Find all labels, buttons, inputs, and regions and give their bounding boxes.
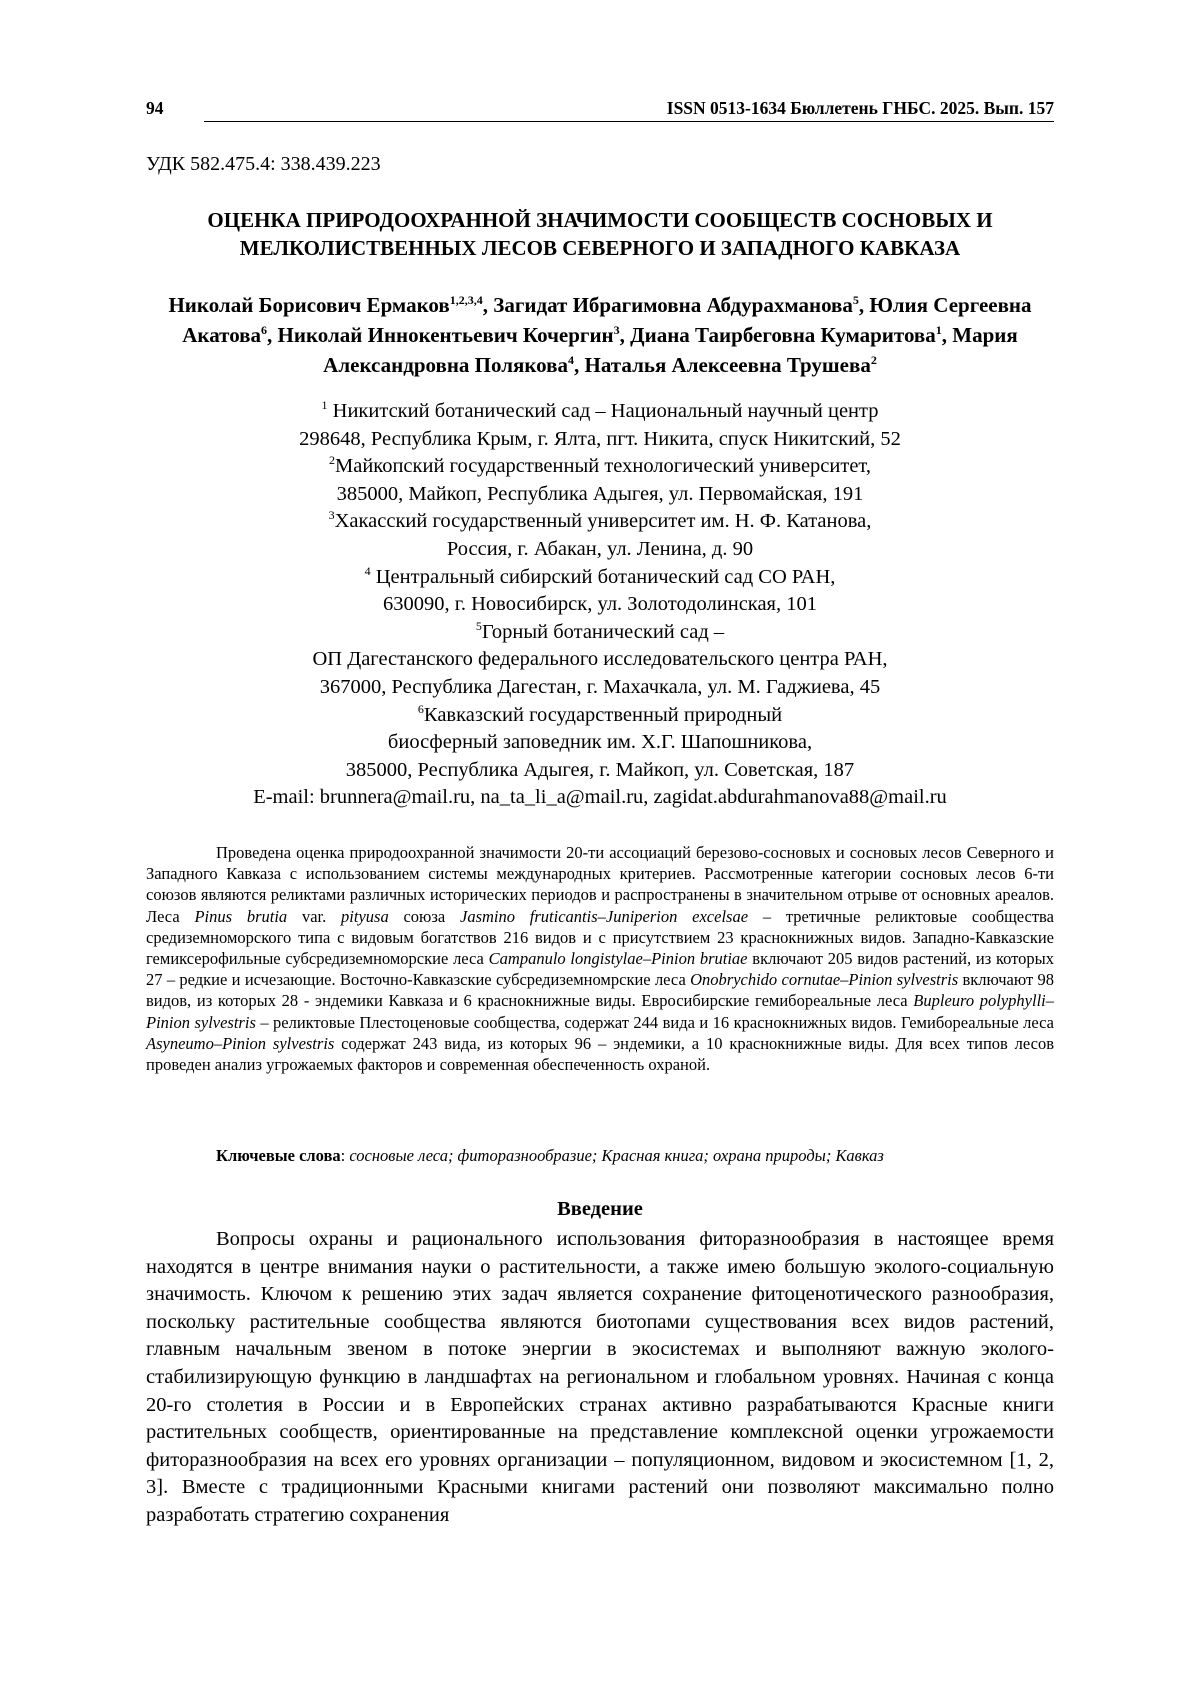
author-list (140, 290, 1060, 380)
taxon-name: Onobrychido cornutae–Pinion sylvestris (690, 970, 959, 990)
affiliation-text: Кавказский государственный природный (423, 703, 783, 726)
affiliation-line (146, 674, 1054, 702)
affiliation-text: Россия, г. Абакан, ул. Ленина, д. 90 (446, 537, 754, 560)
page-number: 94 (146, 98, 164, 118)
affiliation-line (146, 426, 1054, 454)
author-name: Наталья Алексеевна Трушева (584, 353, 871, 377)
author-affiliation-marker: 1 (935, 323, 942, 337)
affiliation-text: Горный ботанический сад – (481, 620, 725, 643)
affiliation-line (146, 702, 1054, 730)
affiliation-line (146, 591, 1054, 619)
header-rule (204, 121, 1054, 122)
author-affiliation-marker: 6 (261, 323, 268, 337)
affiliation-marker: 3 (328, 508, 335, 523)
affiliation-line (146, 729, 1054, 757)
affiliation-marker: 1 (321, 398, 328, 412)
intro-paragraph: Вопросы охраны и рационального использования фиторазнообразия в настоящее время находятся в центре внимания науки о растительности, а также имею большую эколого-социальную значимость. Ключом к решению этих задач является сохранение фитоценотического разнообразия, поскольку растительные сообщества являются биотопами существования всех видов растений, главным начальным звеном в потоке энергии в экосистемах и выполняют важную эколого-стабилизирующую функцию в ландшафтах на региональном и глобальном уровнях. Начиная с конца 20-го столетия в России и в Европейских странах активно разрабатываются Красные книги растительных сообществ, ориентированные на представление комплексной оценки угрожаемости фиторазнообразия на всех его уровнях организации – популяционном, видовом и экосистемном [1, 2, 3]. Вместе с традиционными Красными книгами растений они позволяют максимально полно разработать стратегию сохранения (146, 1228, 1054, 1526)
affiliations (146, 398, 1054, 812)
contact-email: E-mail: brunnera@mail.ru, na_ta_li_a@mail.ru, zagidat.abdurahmanova88@mail.ru (253, 786, 947, 809)
author-affiliation-marker: 4 (568, 353, 575, 367)
abstract-text: содержат 243 вида, из которых 96 – эндемики, а 10 краснокнижные виды. Для всех типов лесов проведен анализ угрожаемых факторов и современная обеспеченность охраной. (146, 1033, 1055, 1075)
taxon-name: Pinus brutia (194, 906, 288, 926)
affiliation-text: 385000, Майкоп, Республика Адыгея, ул. Первомайская, 191 (336, 482, 864, 505)
author-separator: , (574, 353, 585, 377)
author-separator: , (941, 323, 953, 347)
affiliation-line (146, 564, 1054, 592)
author-affiliation-marker: 3 (613, 323, 620, 337)
author-name: Николай Иннокентьевич Кочергин (277, 323, 614, 347)
affiliation-line (146, 398, 1054, 426)
affiliation-line (146, 536, 1054, 564)
affiliation-line (146, 619, 1054, 647)
affiliation-marker: 4 (364, 563, 371, 578)
abstract-text: союза (388, 906, 461, 926)
author-name: Диана Таирбеговна Кумаритова (630, 323, 936, 347)
abstract-text: var. (287, 906, 342, 926)
abstract-text: включают 98 видов, из которых 28 - эндемики Кавказа и 6 краснокнижные виды. Евросибирские гемибореальные леса (146, 970, 1054, 1011)
author-separator: , (267, 323, 278, 347)
author-name: Юлия Сергеевна Акатова (182, 293, 1032, 347)
section-heading-intro: Введение (557, 1198, 643, 1220)
affiliation-text: 630090, г. Новосибирск, ул. Золотодолинская, 101 (383, 593, 817, 616)
author-affiliation-marker: 2 (870, 353, 877, 367)
affiliation-text: Хакасский государственный университет им. Н. Ф. Катанова, (334, 510, 872, 533)
affiliation-marker: 5 (475, 618, 482, 633)
author-separator: , (619, 323, 631, 347)
keywords-text: сосновые леса; фиторазнообразие; Красная книга; охрана природы; Кавказ (349, 1146, 884, 1165)
author-affiliation-marker: 5 (852, 293, 859, 307)
affiliation-text: 367000, Республика Дагестан, г. Махачкала, ул. М. Гаджиева, 45 (319, 675, 881, 698)
affiliation-line (146, 453, 1054, 481)
affiliation-marker: 6 (417, 701, 424, 716)
keywords (146, 1145, 1054, 1166)
author-separator: , (858, 293, 870, 317)
running-header (146, 98, 1054, 122)
affiliation-text: биосферный заповедник им. Х.Г. Шапошникова, (387, 731, 813, 754)
affiliation-line (146, 481, 1054, 509)
affiliation-marker: 2 (329, 453, 335, 468)
journal-info: ISSN 0513-1634 Бюллетень ГНБС. 2025. Вып. 157 (666, 98, 1054, 118)
abstract-text: Проведена оценка природоохранной значимости 20-ти ассоциаций березово-сосновых и сосновых лесов Северного и Западного Кавказа с использованием системы международных критериев. Рассмотренные категории сосновых лесов 6-ти союзов являются реликтами различных исторических периодов и распространены в значительном отрыве от основных ареалов. Леса (146, 843, 1054, 926)
author-name: Мария Александровна Полякова (323, 323, 1018, 377)
affiliation-text: Никитский ботанический сад – Национальный научный центр (332, 400, 879, 422)
keywords-colon: : (340, 1146, 350, 1165)
paper-title: ОЦЕНКА ПРИРОДООХРАННОЙ ЗНАЧИМОСТИ СООБЩЕСТВ СОСНОВЫХ И МЕЛКОЛИСТВЕННЫХ ЛЕСОВ СЕВЕРНОГО И ЗАПАДНОГО КАВКАЗА (207, 208, 993, 260)
affiliation-text: Майкопский государственный технологический университет, (335, 455, 871, 478)
affiliation-line (146, 508, 1054, 536)
taxon-name: Asyneumo–Pinion sylvestris (146, 1033, 335, 1053)
affiliation-line (146, 646, 1054, 674)
affiliation-text: Центральный сибирский ботанический сад СО РАН, (375, 565, 836, 588)
taxon-name: Bupleuro polyphylli–Pinion sylvestris (146, 991, 1055, 1032)
affiliation-text: ОП Дагестанского федерального исследовательского центра РАН, (312, 648, 888, 671)
affiliation-text: 385000, Республика Адыгея, г. Майкоп, ул. Советская, 187 (345, 758, 855, 781)
author-name: Николай Борисович Ермаков (168, 293, 450, 317)
abstract-text: – третичные реликтовые сообщества средиземноморского типа с видовым богатствов 216 видов и с присутствием 23 краснокнижных видов. Западно-Кавказские гемиксерофильные субсредиземноморские леса (146, 906, 1054, 969)
author-name: Загидат Ибрагимовна Абдурахманова (493, 293, 853, 317)
author-separator: , (482, 293, 494, 317)
abstract-text: – реликтовые Плестоценовые сообщества, содержат 244 вида и 16 краснокнижных видов. Гемибореальные леса (255, 1012, 1054, 1032)
affiliation-line (146, 757, 1054, 785)
abstract (146, 842, 1054, 1075)
affiliation-text: 298648, Республика Крым, г. Ялта, пгт. Никита, спуск Никитский, 52 (299, 427, 901, 450)
author-affiliation-marker: 1,2,3,4 (449, 293, 483, 307)
taxon-name: pityusa (341, 906, 389, 926)
taxon-name: Campanulo longistylae–Pinion brutiae (488, 949, 748, 969)
abstract-text: включают 205 видов растений, из которых 27 – редкие и исчезающие. Восточно-Кавказские субсредиземномрские леса (146, 949, 1055, 990)
keywords-label: Ключевые слова (216, 1146, 341, 1165)
taxon-name: Jasmino fruticantis–Juniperion excelsae (460, 906, 749, 926)
udk-code: УДК 582.475.4: 338.439.223 (146, 153, 381, 175)
